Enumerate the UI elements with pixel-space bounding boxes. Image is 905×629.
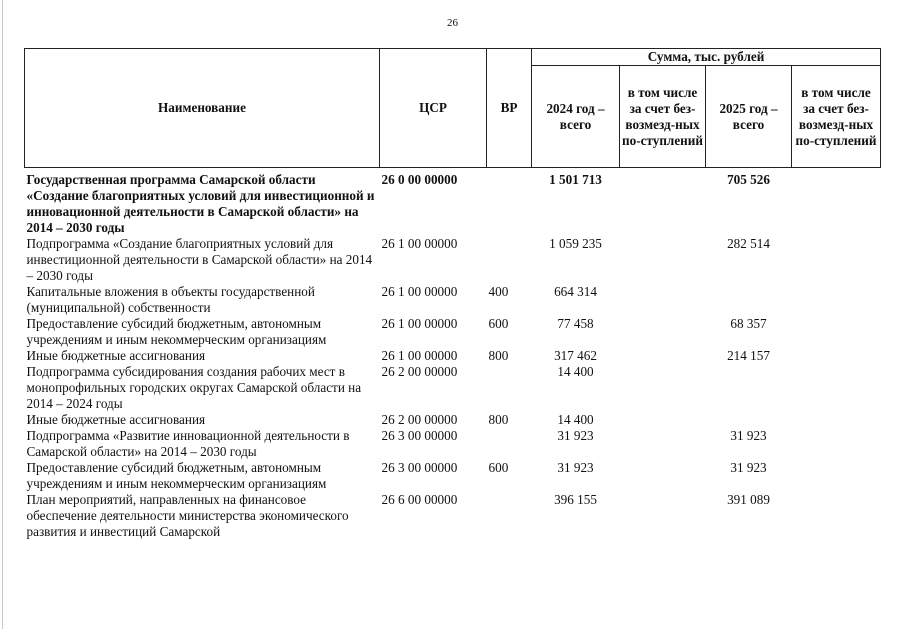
cell-2024-gratuitous: [620, 412, 706, 428]
cell-2024-gratuitous: [620, 236, 706, 284]
cell-2025-gratuitous: [792, 492, 881, 540]
scan-edge-line: [2, 0, 3, 629]
cell-2024-total: 1 059 235: [549, 236, 602, 251]
cell-2024-total: 77 458: [557, 316, 594, 331]
budget-allocation-table: [24, 48, 881, 540]
cell-2025-gratuitous: [792, 428, 881, 460]
cell-2025-gratuitous: [792, 284, 881, 316]
cell-name: Подпрограмма «Развитие инновационной деятельности в Самарской области» на 2014 – 2030 годы: [26, 428, 350, 459]
cell-csr: 26 3 00 00000: [381, 460, 458, 475]
cell-2024-total: 396 155: [554, 492, 597, 507]
cell-2025-gratuitous: [792, 364, 881, 412]
cell-2025-total: [706, 284, 792, 316]
cell-2025-total: 31 923: [730, 428, 767, 443]
cell-2024-gratuitous: [620, 364, 706, 412]
cell-2025-total: 705 526: [727, 172, 770, 187]
page-number: 26: [447, 17, 458, 29]
cell-2024-gratuitous: [620, 168, 706, 237]
cell-name: Иные бюджетные ассигнования: [26, 412, 206, 427]
cell-2024-total: 31 923: [557, 428, 594, 443]
cell-vr: 600: [488, 460, 509, 475]
cell-2025-total: 282 514: [727, 236, 770, 251]
cell-2024-total: 31 923: [557, 460, 594, 475]
cell-2024-gratuitous: [620, 348, 706, 364]
cell-2025-gratuitous: [792, 236, 881, 284]
header-csr: ЦСР: [380, 49, 487, 168]
cell-csr: 26 1 00 00000: [381, 316, 458, 331]
cell-2024-total: 14 400: [557, 412, 594, 427]
cell-name: Предоставление субсидий бюджетным, автономным учреждениям и иным некоммерческим организациям: [26, 316, 327, 347]
header-2024-total: 2024 год – всего: [532, 66, 620, 168]
header-2025-gratuitous: в том числе за счет без-возмезд-ных по-ступлений: [792, 66, 881, 168]
table-row: [25, 460, 881, 492]
table-row: [25, 284, 881, 316]
table-body: [25, 168, 881, 541]
cell-csr: 26 2 00 00000: [381, 364, 458, 379]
cell-2024-total: 664 314: [554, 284, 597, 299]
header-2024-gratuitous: в том числе за счет без-возмезд-ных по-ступлений: [620, 66, 706, 168]
cell-vr: [487, 492, 532, 540]
table-row: [25, 348, 881, 364]
table-row: [25, 316, 881, 348]
cell-2025-total: 391 089: [727, 492, 770, 507]
cell-name: Подпрограмма субсидирования создания рабочих мест в монопрофильных городских округах Самарской области на 2014 – 2024 годы: [26, 364, 362, 411]
table-row: [25, 492, 881, 540]
cell-vr: 400: [488, 284, 509, 299]
table-row: [25, 168, 881, 237]
cell-vr: [487, 168, 532, 237]
cell-vr: [487, 428, 532, 460]
cell-2025-gratuitous: [792, 168, 881, 237]
cell-csr: 26 6 00 00000: [381, 492, 458, 507]
header-amount-group: Сумма, тыс. рублей: [532, 49, 881, 66]
cell-name: Государственная программа Самарской области «Создание благоприятных условий для инвестиционной и инновационной деятельности в Самарской области» на 2014 – 2030 годы: [26, 172, 375, 235]
cell-vr: 600: [488, 316, 509, 331]
cell-2025-total: 214 157: [727, 348, 770, 363]
cell-2025-gratuitous: [792, 348, 881, 364]
cell-csr: 26 2 00 00000: [381, 412, 458, 427]
cell-2024-gratuitous: [620, 316, 706, 348]
header-name: Наименование: [25, 49, 380, 168]
cell-name: Предоставление субсидий бюджетным, автономным учреждениям и иным некоммерческим организациям: [26, 460, 327, 491]
cell-csr: 26 1 00 00000: [381, 236, 458, 251]
cell-vr: [487, 364, 532, 412]
cell-name: Капитальные вложения в объекты государственной (муниципальной) собственности: [26, 284, 315, 315]
cell-2025-total: 31 923: [730, 460, 767, 475]
cell-2024-gratuitous: [620, 492, 706, 540]
cell-csr: 26 1 00 00000: [381, 284, 458, 299]
cell-2024-gratuitous: [620, 428, 706, 460]
cell-2025-gratuitous: [792, 412, 881, 428]
cell-2025-total: [706, 412, 792, 428]
cell-csr: 26 1 00 00000: [381, 348, 458, 363]
cell-csr: 26 3 00 00000: [381, 428, 458, 443]
cell-2024-gratuitous: [620, 460, 706, 492]
cell-2025-total: [706, 364, 792, 412]
cell-2025-gratuitous: [792, 460, 881, 492]
cell-2025-gratuitous: [792, 316, 881, 348]
cell-2024-total: 14 400: [557, 364, 594, 379]
cell-vr: [487, 236, 532, 284]
header-vr: ВР: [487, 49, 532, 168]
cell-name: План мероприятий, направленных на финансовое обеспечение деятельности министерства экономического развития и инвестиций Самарской: [26, 492, 349, 539]
cell-vr: 800: [488, 412, 509, 427]
cell-vr: 800: [488, 348, 509, 363]
header-2025-total: 2025 год – всего: [706, 66, 792, 168]
table-row: [25, 412, 881, 428]
cell-csr: 26 0 00 00000: [381, 172, 458, 187]
table-row: [25, 236, 881, 284]
cell-name: Иные бюджетные ассигнования: [26, 348, 206, 363]
table-row: [25, 364, 881, 412]
cell-2024-total: 1 501 713: [549, 172, 602, 187]
cell-2024-gratuitous: [620, 284, 706, 316]
cell-2025-total: 68 357: [730, 316, 767, 331]
table-row: [25, 428, 881, 460]
cell-name: Подпрограмма «Создание благоприятных условий для инвестиционной деятельности в Самарской области» на 2014 – 2030 годы: [26, 236, 373, 283]
cell-2024-total: 317 462: [554, 348, 597, 363]
